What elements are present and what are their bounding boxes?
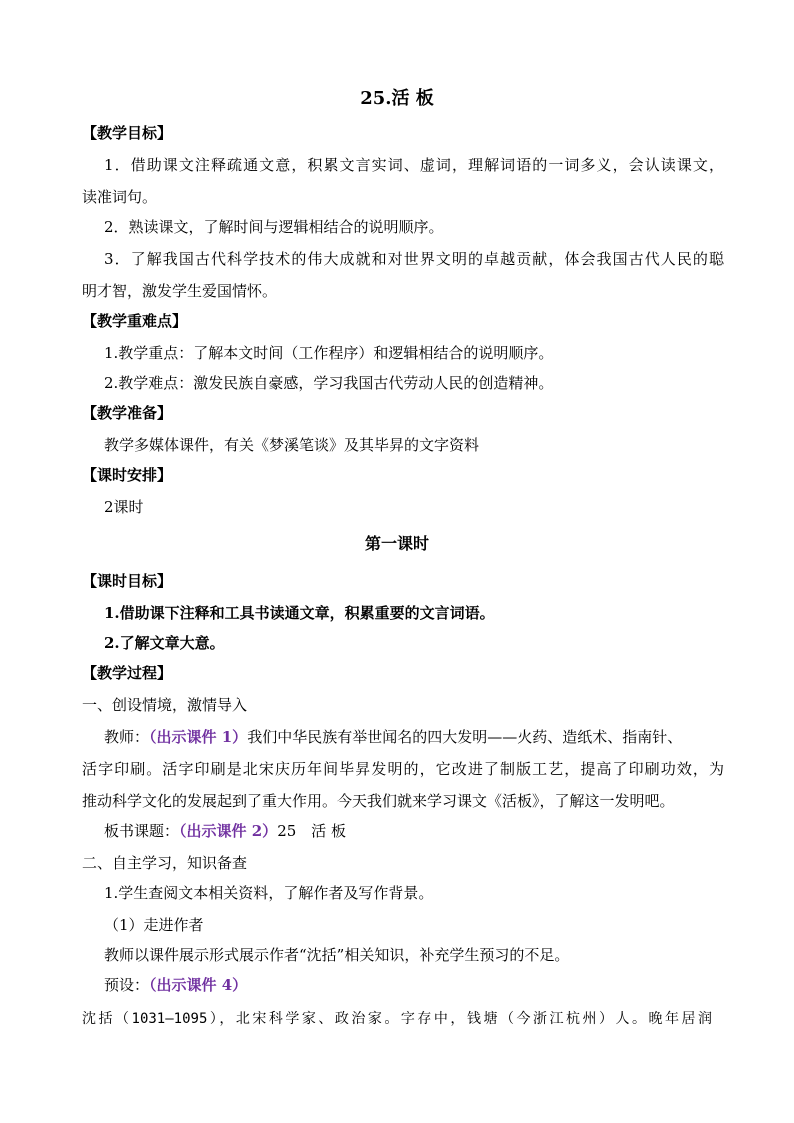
intro-line-1-text: 我们中华民族有举世闻名的四大发明——火药、造纸术、指南针、 [247, 728, 683, 746]
step-1-sub: （1）走进作者 [104, 916, 204, 934]
preset-line [104, 975, 247, 995]
board-title-line [104, 821, 346, 841]
goal-3-line-2: 明才智，激发学生爱国情怀。 [82, 282, 278, 300]
intro-line-3: 推动科学文化的发展起到了重大作用。今天我们就来学习课文《活板》，了解这一发明吧。 [82, 792, 675, 810]
board-title-text: 25 活 板 [277, 822, 347, 840]
key-points-heading: 【教学重难点】 [82, 312, 188, 330]
teacher-label: 教师： [104, 728, 150, 746]
intro-line-1 [104, 727, 682, 747]
schedule-text: 2课时 [104, 498, 144, 516]
lesson-goal-2: 2.了解文章大意。 [104, 634, 225, 652]
preset-label: 预设： [104, 976, 150, 994]
teaching-goals-heading: 【教学目标】 [82, 124, 173, 142]
lesson-1-title: 第一课时 [364, 534, 429, 553]
key-point-1: 1.教学重点：了解本文时间（工作程序）和逻辑相结合的说明顺序。 [104, 344, 554, 362]
intro-line-2: 活字印刷。活字印刷是北宋庆历年间毕昇发明的，它改进了制版工艺，提高了印刷功效，为 [82, 760, 724, 778]
preparation-heading: 【教学准备】 [82, 404, 173, 422]
section-1-heading: 一、创设情境，激情导入 [82, 696, 248, 714]
schedule-heading: 【课时安排】 [82, 466, 173, 484]
step-1-text: 教师以课件展示形式展示作者“沈括”相关知识，补充学生预习的不足。 [104, 946, 570, 964]
author-text: 沈括（1031—1095），北宋科学家、政治家。字存中，钱塘（今浙江杭州）人。晚年居润 [82, 1011, 712, 1027]
lesson-goal-1: 1.借助课下注释和工具书读通文章，积累重要的文言词语。 [104, 604, 495, 622]
process-heading: 【教学过程】 [82, 664, 173, 682]
board-title-label: 板书课题： [104, 822, 180, 840]
lesson-goals-heading: 【课时目标】 [82, 572, 173, 590]
goal-1-line-1: 1．借助课文注释疏通文意，积累文言实词、虚词，理解词语的一词多义，会认读课文， [104, 156, 724, 174]
courseware-4-tag: （出示课件 4） [149, 976, 248, 994]
preparation-text: 教学多媒体课件，有关《梦溪笔谈》及其毕昇的文字资料 [104, 436, 480, 454]
goal-1-line-2: 读准词句。 [82, 188, 158, 206]
courseware-1-tag: （出示课件 1） [149, 728, 248, 746]
goal-3-line-1: 3．了解我国古代科学技术的伟大成就和对世界文明的卓越贡献，体会我国古代人民的聪 [104, 250, 724, 268]
key-point-2: 2.教学难点：激发民族自豪感，学习我国古代劳动人民的创造精神。 [104, 374, 554, 392]
document-title: 25.活 板 [360, 88, 434, 109]
step-1: 1.学生查阅文本相关资料，了解作者及写作背景。 [104, 884, 434, 902]
goal-2: 2．熟读课文，了解时间与逻辑相结合的说明顺序。 [104, 218, 444, 236]
section-2-heading: 二、自主学习，知识备查 [82, 854, 248, 872]
courseware-2-tag: （出示课件 2） [179, 822, 278, 840]
